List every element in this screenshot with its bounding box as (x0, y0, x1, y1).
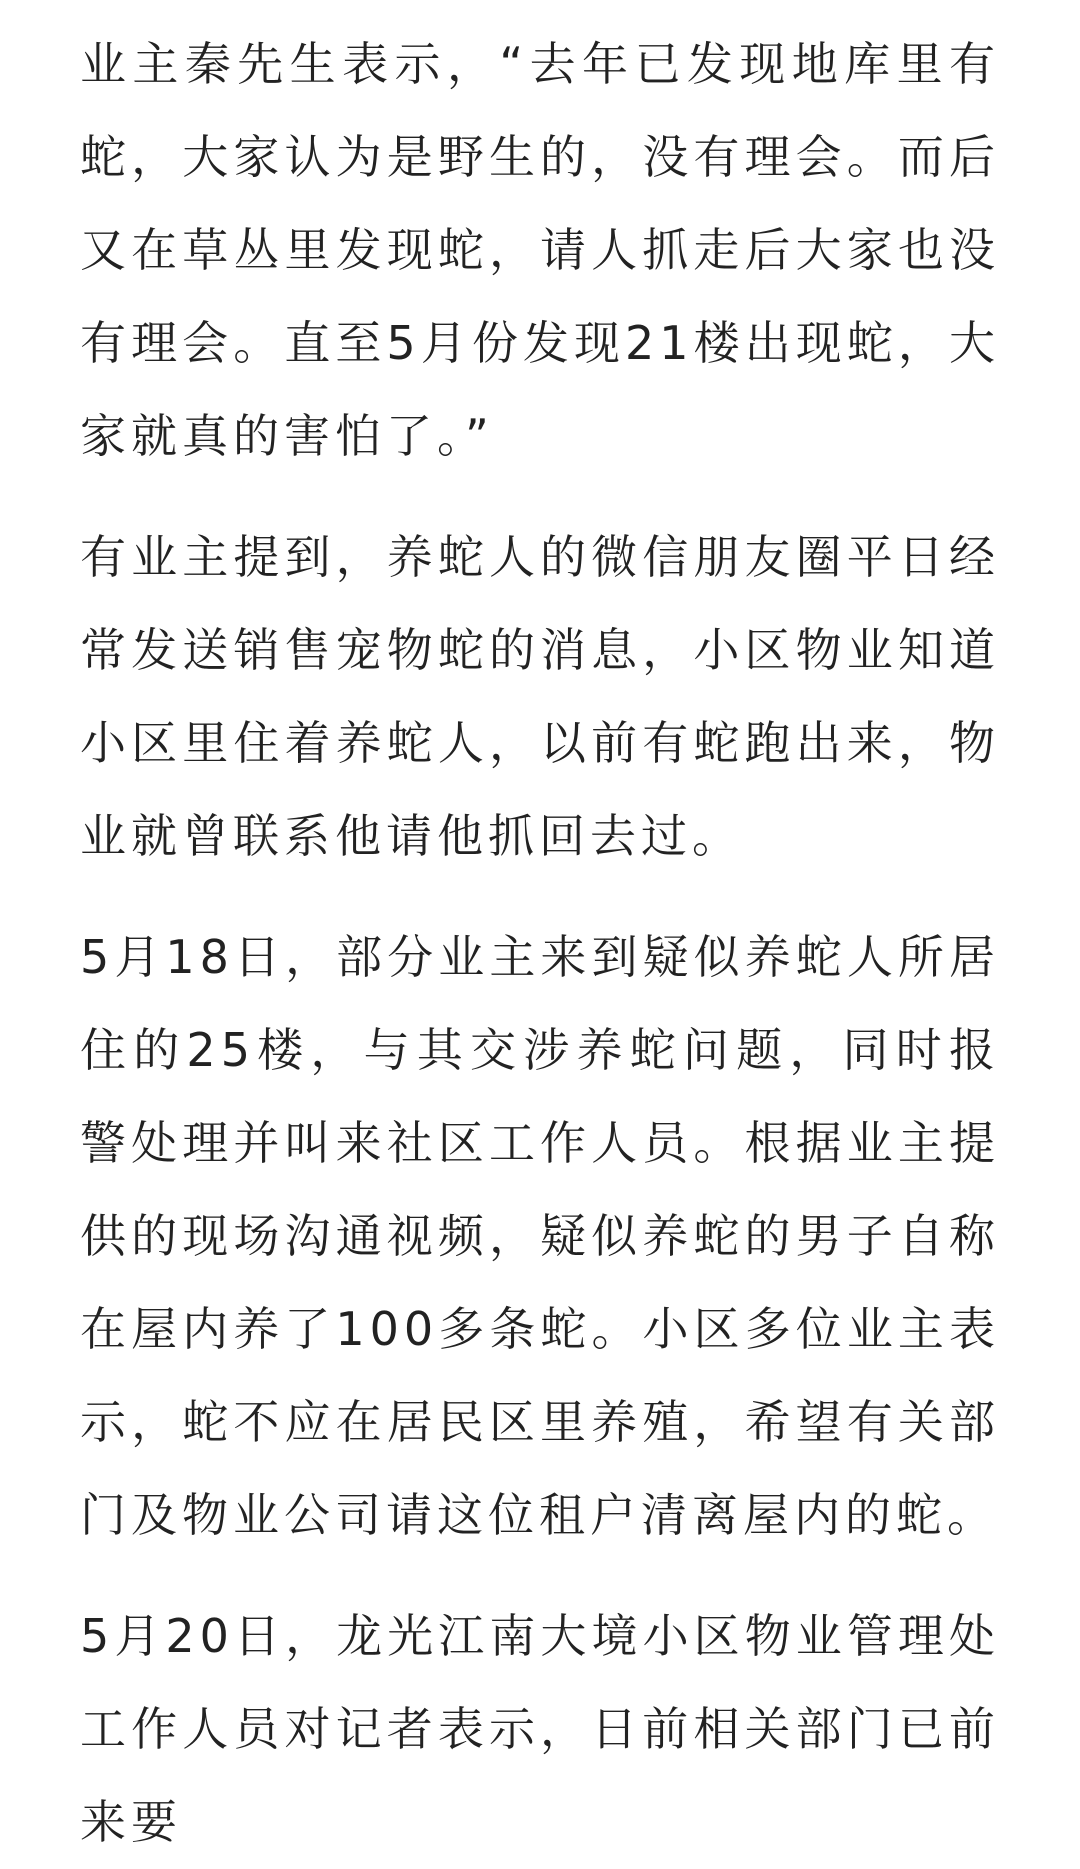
article-body (80, 18, 1000, 1869)
article-paragraph-1: 业主秦先生表示，“去年已发现地库里有蛇，大家认为是野生的，没有理会。而后又在草丛里发现蛇，请人抓走后大家也没有理会。直至5月份发现21楼出现蛇，大家就真的害怕了。” (80, 37, 1000, 463)
article-paragraph-4: 5月20日，龙光江南大境小区物业管理处工作人员对记者表示，日前相关部门已前来要 (80, 1609, 1000, 1849)
article-paragraph-3: 5月18日，部分业主来到疑似养蛇人所居住的25楼，与其交涉养蛇问题，同时报警处理并叫来社区工作人员。根据业主提供的现场沟通视频，疑似养蛇的男子自称在屋内养了100多条蛇。小区多位业主表示，蛇不应在居民区里养殖，希望有关部门及物业公司请这位租户清离屋内的蛇。 (80, 930, 1000, 1542)
article-paragraph-2: 有业主提到，养蛇人的微信朋友圈平日经常发送销售宠物蛇的消息，小区物业知道小区里住着养蛇人，以前有蛇跑出来，物业就曾联系他请他抓回去过。 (80, 530, 1000, 863)
